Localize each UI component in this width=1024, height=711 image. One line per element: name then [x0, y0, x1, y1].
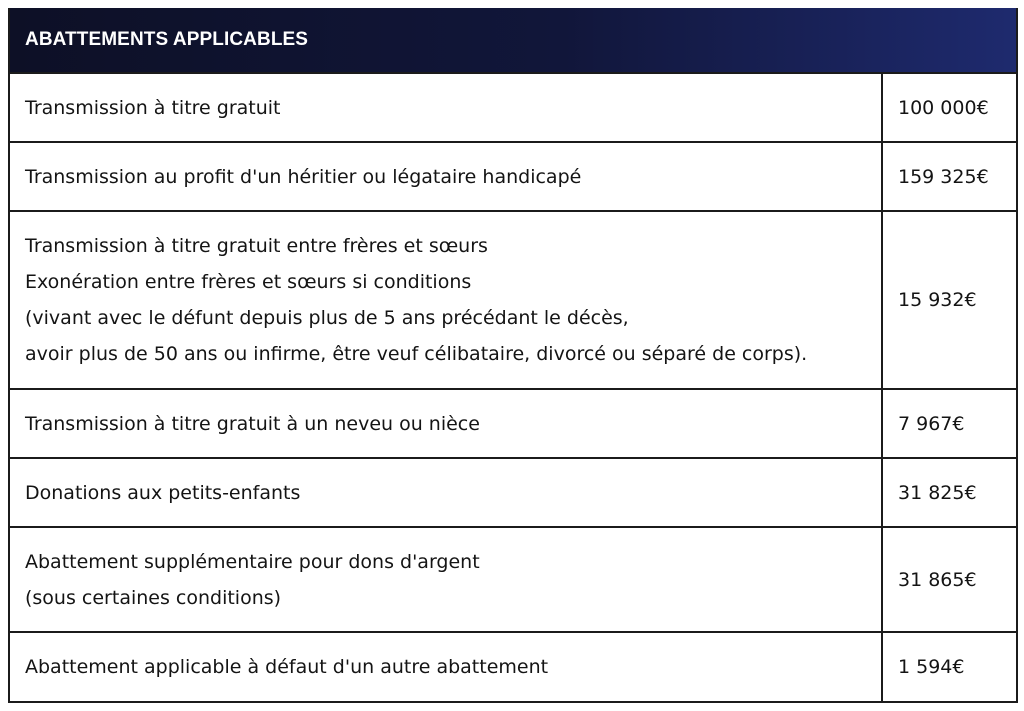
row-value: 15 932€ [898, 289, 977, 311]
table-row [10, 390, 1016, 459]
table-row [10, 212, 1016, 390]
table-row [10, 459, 1016, 528]
row-label-line: (sous certaines conditions) [25, 586, 282, 609]
row-label: Donations aux petits-enfants [25, 481, 301, 504]
row-value: 100 000€ [898, 96, 989, 119]
row-value: 159 325€ [898, 165, 989, 188]
row-label: Transmission à titre gratuit [25, 96, 281, 119]
abattements-table [8, 8, 1018, 703]
row-value-cell [883, 74, 1016, 141]
row-label-cell [10, 459, 883, 526]
row-value-cell [883, 212, 1016, 388]
row-value: 1 594€ [898, 656, 965, 678]
table-title: ABATTEMENTS APPLICABLES [25, 29, 309, 50]
row-value: 31 865€ [898, 568, 977, 591]
table-header [10, 8, 1016, 74]
row-value-cell [883, 143, 1016, 210]
row-label-cell [10, 212, 883, 388]
row-label-line: Abattement supplémentaire pour dons d'argent [25, 550, 480, 573]
row-label-cell [10, 390, 883, 457]
row-value: 31 825€ [898, 481, 977, 504]
row-label-line: Transmission à titre gratuit entre frères et sœurs [25, 235, 488, 257]
row-label-line: (vivant avec le défunt depuis plus de 5 ans précédant le décès, [25, 307, 629, 329]
row-value-cell [883, 390, 1016, 457]
row-value: 7 967€ [898, 412, 965, 435]
row-label-cell [10, 143, 883, 210]
row-label: Transmission au profit d'un héritier ou légataire handicapé [25, 165, 582, 188]
row-label: Abattement applicable à défaut d'un autre abattement [25, 656, 549, 678]
row-label: Transmission à titre gratuit à un neveu ou nièce [25, 412, 480, 435]
row-value-cell [883, 633, 1016, 701]
row-label-cell [10, 633, 883, 701]
table-row [10, 74, 1016, 143]
row-label-line: Exonération entre frères et sœurs si conditions [25, 271, 472, 293]
row-label-cell [10, 528, 883, 631]
table-row [10, 143, 1016, 212]
row-value-cell [883, 528, 1016, 631]
row-label-cell [10, 74, 883, 141]
row-label-line: avoir plus de 50 ans ou infirme, être veuf célibataire, divorcé ou séparé de corps). [25, 343, 808, 365]
table-row [10, 528, 1016, 633]
row-value-cell [883, 459, 1016, 526]
table-row [10, 633, 1016, 703]
